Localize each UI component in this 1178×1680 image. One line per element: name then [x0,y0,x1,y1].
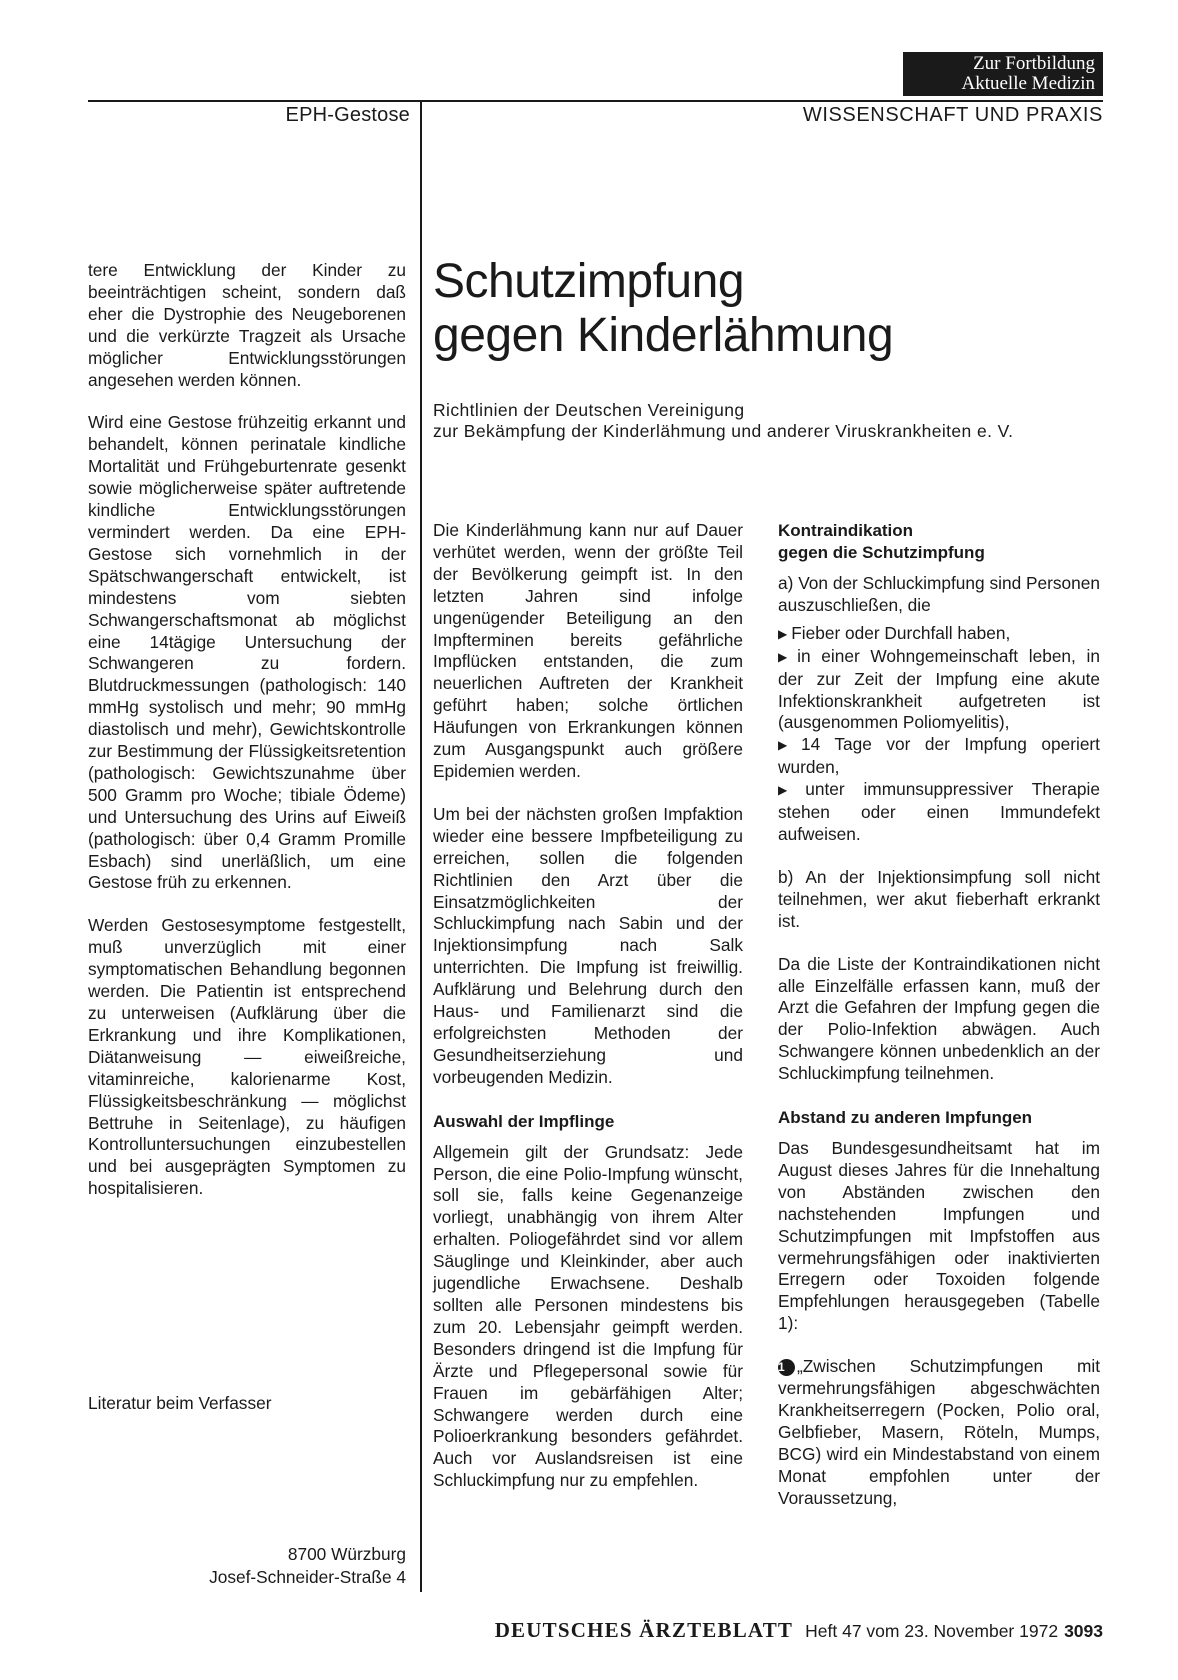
title-line-1: Schutzimpfung [433,255,745,308]
list-item: ▶ 14 Tage vor der Impfung operiert wurden, [778,734,1100,779]
paragraph: tere Entwicklung der Kinder zu beeinträchtigen scheint, sondern daß eher die Dystrophie des Neugeborenen und die verkürzte Tragzeit als Ursache möglicher Entwicklungsstörungen angesehen werden können. [88,260,406,390]
section-heading [778,520,1100,564]
subtitle-line-1: Richtlinien der Deutschen Vereinigung [433,400,745,420]
paragraph: Da die Liste der Kontraindikationen nicht alle Einzelfälle erfassen kann, muß der Arzt die Gefahren der Impfung gegen die der Polio-Infektion abwägen. Auch Schwangere können unbedenklich an der Schluckimpfung teilnehmen. [778,953,1100,1084]
list-item: ▶ in einer Wohngemeinschaft leben, in der zur Zeit der Impfung eine akute Infektionskrankheit aufgetreten ist (ausgenommen Poliomyelitis), [778,646,1100,735]
page-footer [400,1618,1103,1643]
badge-line-2: Aktuelle Medizin [961,73,1095,94]
journal-name: DEUTSCHES ÄRZTEBLATT [494,1618,794,1642]
heading-line-2: gegen die Schutzimpfung [778,543,985,562]
page-number: 3093 [1064,1621,1103,1641]
running-header-right: WISSENSCHAFT UND PRAXIS [802,104,1103,126]
middle-column [433,520,743,1492]
column-divider [420,100,422,1592]
paragraph: b) An der Injektionsimpfung soll nicht teilnehmen, wer akut fieberhaft erkrankt ist. [778,866,1100,931]
badge-line-1: Zur Fortbildung [973,53,1095,74]
paragraph: Wird eine Gestose frühzeitig erkannt und behandelt, können perinatale kindliche Mortalität und Frühgeburtenrate gesenkt sowie möglicherweise später auftretende kindliche Entwicklungsstörungen vermindert werden. Da eine EPH-Gestose sich vornehmlich in der Spätschwangerschaft entwickelt, ist mindestens vom siebten Schwangerschaftsmonat ab möglichst eine 14tägige Untersuchung der Schwangeren zu fordern. Blutdruckmessungen (pathologisch: 140 mmHg systolisch und mehr; 90 mmHg diastolisch und mehr), Gewichtskontrolle zur Bestimmung der Flüssigkeitsretention (pathologisch: Gewichtszunahme über 500 Gramm pro Woche; tibiale Ödeme) und Untersuchung des Urins auf Eiweiß (pathologisch: über 0,4 Gramm Promille Esbach) sind unerläßlich, um eine Gestose früh zu erkennen. [88,412,406,893]
article-subtitle [433,400,1113,442]
heading-line-1: Kontraindikation [778,521,914,540]
section-heading: Auswahl der Impflinge [433,1111,615,1131]
running-header-left: EPH-Gestose [285,104,410,126]
author-address [88,1543,406,1589]
number-circle-icon: 1 [778,1359,795,1376]
left-column [88,260,406,1200]
literature-note: Literatur beim Verfasser [88,1393,272,1413]
paragraph [778,1356,1100,1509]
list-item: ▶ unter immunsuppressiver Therapie stehen oder einen Immundefekt aufweisen. [778,779,1100,846]
section-badge [903,52,1103,96]
paragraph: Werden Gestosesymptome festgestellt, muß unverzüglich mit einer symptomatischen Behandlung begonnen werden. Die Patientin ist entsprechend zu unterweisen (Aufklärung über die Erkrankung und ihre Komplikationen, Diätanweisung — eiweißreiche, vitaminreiche, kalorienarme Kost, Flüssigkeitsbeschränkung — möglichst Bettruhe in Seitenlage), zu häufigen Kontrolluntersuchungen einzubestellen und bei ausgeprägten Symptomen zu hospitalisieren. [88,915,406,1199]
header-rule [88,100,1103,102]
paragraph: Die Kinderlähmung kann nur auf Dauer verhütet werden, wenn der größte Teil der Bevölkerung geimpft ist. In den letzten Jahren sind infolge ungenügender Beteiligung an den Impfterminen bereits gefährliche Impflücken entstanden, die zum neuerlichen Auftreten der Krankheit geführt haben; solche örtlichen Häufungen von Erkrankungen können zum Ausgangspunkt auch größere Epidemien werden. [433,520,743,781]
subtitle-line-2: zur Bekämpfung der Kinderlähmung und anderer Viruskrankheiten e. V. [433,421,1014,441]
list-item: ▶ Fieber oder Durchfall haben, [778,623,1100,646]
paragraph: Das Bundesgesundheitsamt hat im August dieses Jahres für die Innehaltung von Abständen zwischen den nachstehenden Impfungen und Schutzimpfungen mit Impfstoffen aus vermehrungsfähigen oder inaktivierten Erregern oder Toxoiden folgende Empfehlungen herausgegeben (Tabelle 1): [778,1138,1100,1334]
paragraph: Um bei der nächsten großen Impfaktion wieder eine bessere Impfbeteiligung zu erreichen, sollen die folgenden Richtlinien den Arzt über die Einsatzmöglichkeiten der Schluckimpfung nach Sabin und der Injektionsimpfung nach Salk unterrichten. Die Impfung ist freiwillig. Aufklärung und Belehrung durch den Haus- und Familienarzt sind die erfolgreichsten Methoden der Gesundheitserziehung und vorbeugenden Medizin. [433,803,743,1087]
contraindication-list [778,623,1100,846]
article-title [433,255,1073,363]
section-heading: Abstand zu anderen Impfungen [778,1108,1033,1128]
title-line-2: gegen Kinderlähmung [433,309,894,362]
address-line-2: Josef-Schneider-Straße 4 [209,1567,406,1587]
paragraph: a) Von der Schluckimpfung sind Personen auszuschließen, die [778,573,1100,615]
right-column [778,520,1100,1510]
issue-info: Heft 47 vom 23. November 1972 [805,1621,1059,1641]
quote-text: „Zwischen Schutzimpfungen mit vermehrungsfähigen abgeschwächten Krankheitserregern (Pocken, Polio oral, Gelbfieber, Masern, Röteln, Mumps, BCG) wird ein Mindestabstand von einem Monat empfohlen unter der Voraussetzung, [778,1356,1100,1508]
address-line-1: 8700 Würzburg [287,1544,406,1564]
paragraph: Allgemein gilt der Grundsatz: Jede Person, die eine Polio-Impfung wünscht, soll sie, falls keine Gegenanzeige vorliegt, unabhängig von ihrem Alter erhalten. Poliogefährdet sind vor allem Säuglinge und Kleinkinder, aber auch jugendliche Erwachsene. Deshalb sollten alle Personen mindestens bis zum 20. Lebensjahr geimpft werden. Besonders dringend ist die Impfung für Ärzte und Pflegepersonal sowie für Frauen im gebärfähigen Alter; Schwangere werden durch eine Polioerkrankung besonders gefährdet. Auch vor Auslandsreisen ist eine Schluckimpfung nur zu empfehlen. [433,1141,743,1491]
